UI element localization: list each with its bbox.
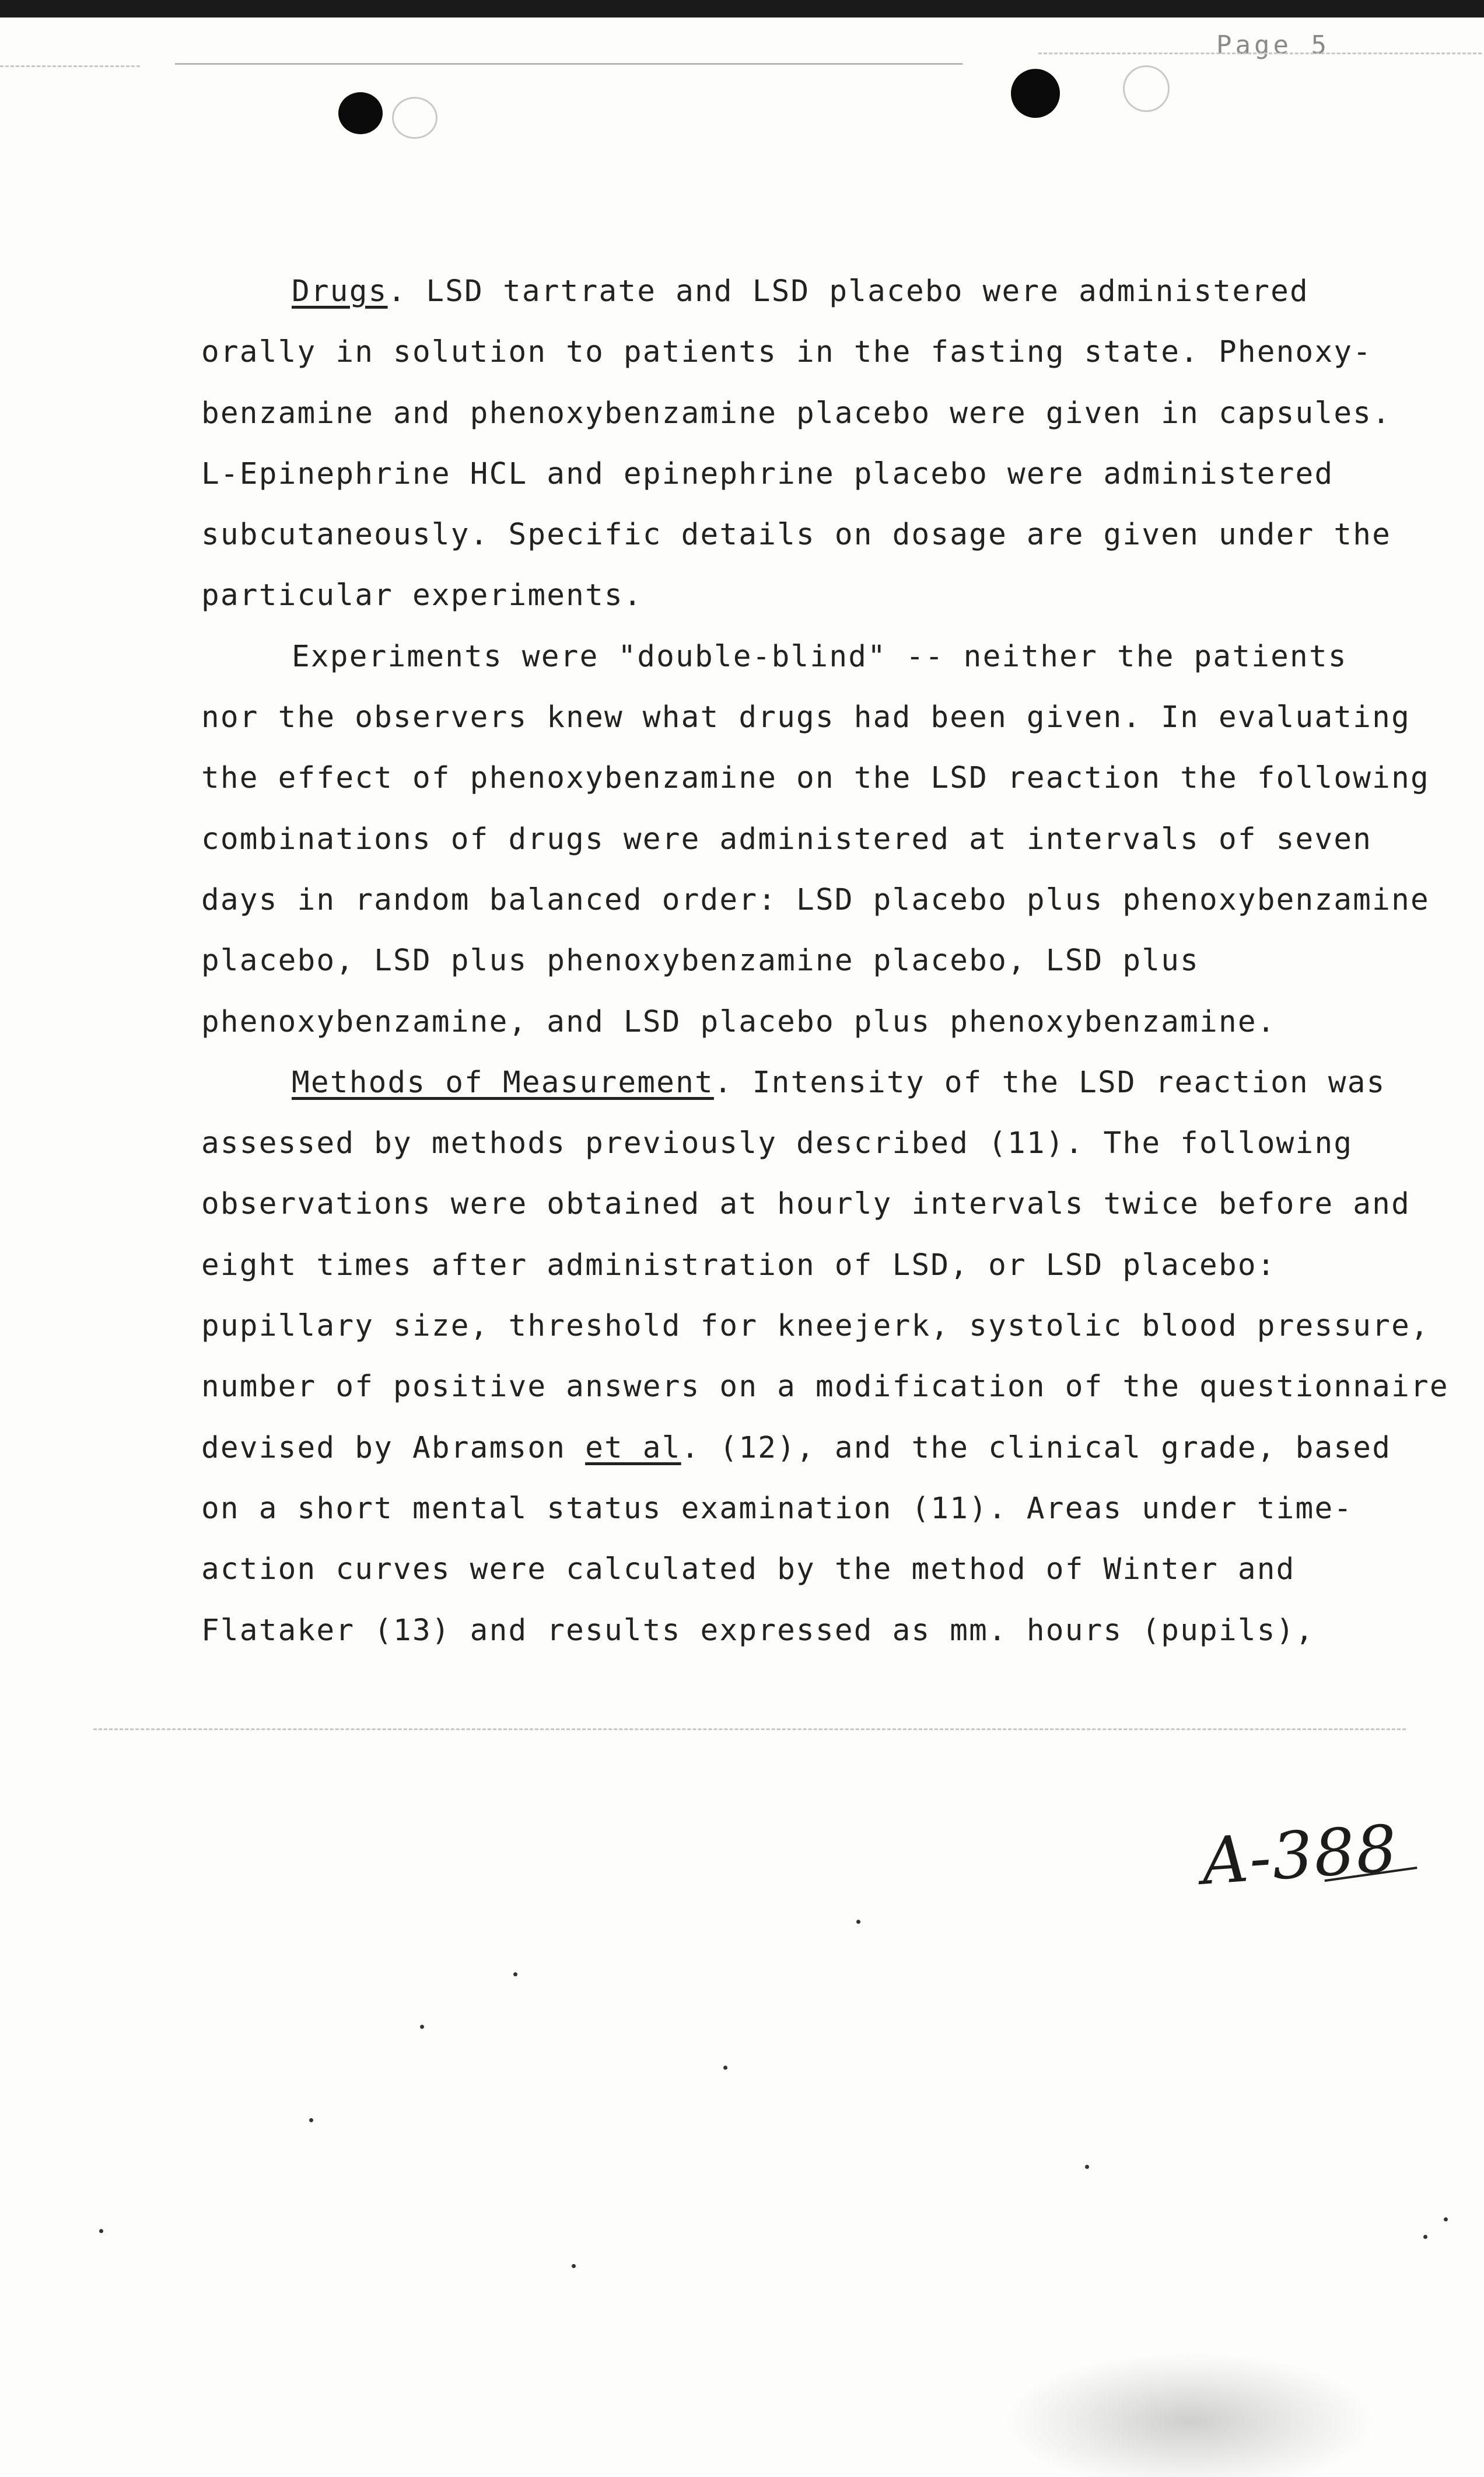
text-line: L-Epinephrine HCL and epinephrine placebo were administered bbox=[201, 456, 1334, 491]
scan-speck bbox=[1085, 2165, 1089, 2169]
text-line: devised by Abramson et al. (12), and the clinical grade, based bbox=[201, 1430, 1392, 1465]
handwritten-code: A-388 bbox=[1199, 1811, 1401, 1899]
text-line: action curves were calculated by the method of Winter and bbox=[201, 1552, 1296, 1587]
text-line: subcutaneously. Specific details on dosage are given under the bbox=[201, 518, 1392, 553]
scan-speck bbox=[572, 2264, 576, 2268]
scan-speck bbox=[309, 2118, 313, 2122]
punch-hole-left bbox=[338, 92, 383, 134]
text-line: Flataker (13) and results expressed as mm. hours (pupils), bbox=[201, 1613, 1315, 1648]
page-number-label: Page 5 bbox=[1216, 30, 1330, 60]
text-line: number of positive answers on a modification of the questionnaire bbox=[201, 1369, 1449, 1405]
text-line: the effect of phenoxybenzamine on the LSD reaction the following bbox=[201, 761, 1430, 796]
punch-hole-right bbox=[1011, 69, 1060, 118]
lower-rule bbox=[93, 1728, 1406, 1730]
text-line: combinations of drugs were administered at intervals of seven bbox=[201, 822, 1373, 857]
scan-speck bbox=[1423, 2235, 1427, 2239]
scan-speck bbox=[1444, 2217, 1448, 2221]
text-line: eight times after administration of LSD, or LSD placebo: bbox=[201, 1248, 1276, 1283]
text-line: Drugs. LSD tartrate and LSD placebo were administered bbox=[292, 274, 1309, 309]
text-line: particular experiments. bbox=[201, 578, 643, 613]
text-line: assessed by methods previously described (11). The following bbox=[201, 1126, 1353, 1161]
text-line: orally in solution to patients in the fasting state. Phenoxy- bbox=[201, 335, 1373, 370]
section-heading-methods: Methods of Measurement bbox=[292, 1065, 714, 1100]
scan-speck bbox=[723, 2066, 727, 2070]
text-line: phenoxybenzamine, and LSD placebo plus phenoxybenzamine. bbox=[201, 1004, 1276, 1039]
text-line: pupillary size, threshold for kneejerk, systolic blood pressure, bbox=[201, 1309, 1430, 1344]
et-al-citation: et al bbox=[585, 1430, 681, 1465]
text-line: observations were obtained at hourly intervals twice before and bbox=[201, 1187, 1410, 1222]
text-line: benzamine and phenoxybenzamine placebo were given in capsules. bbox=[201, 396, 1392, 431]
scan-smudge bbox=[1003, 2352, 1377, 2477]
text-line: on a short mental status examination (11). Areas under time- bbox=[201, 1491, 1353, 1526]
text-line: placebo, LSD plus phenoxybenzamine placebo, LSD plus bbox=[201, 944, 1200, 979]
top-rule bbox=[175, 63, 963, 65]
text-line: Methods of Measurement. Intensity of the LSD reaction was bbox=[292, 1065, 1386, 1100]
text-line: nor the observers knew what drugs had been given. In evaluating bbox=[201, 700, 1410, 735]
punch-hole-right-outline bbox=[1123, 65, 1170, 112]
document-page bbox=[0, 18, 1484, 2477]
scan-speck bbox=[513, 1972, 517, 1976]
scan-speck bbox=[856, 1920, 860, 1924]
top-right-rule bbox=[1038, 53, 1482, 54]
top-left-rule bbox=[0, 65, 140, 67]
section-heading-drugs: Drugs bbox=[292, 274, 388, 309]
scan-speck bbox=[99, 2229, 103, 2233]
scan-speck bbox=[420, 2025, 424, 2029]
text-line: days in random balanced order: LSD placebo plus phenoxybenzamine bbox=[201, 882, 1430, 917]
punch-hole-left-outline bbox=[392, 97, 438, 139]
text-line: Experiments were "double-blind" -- neither the patients bbox=[292, 639, 1348, 674]
document-body bbox=[201, 261, 1449, 1661]
